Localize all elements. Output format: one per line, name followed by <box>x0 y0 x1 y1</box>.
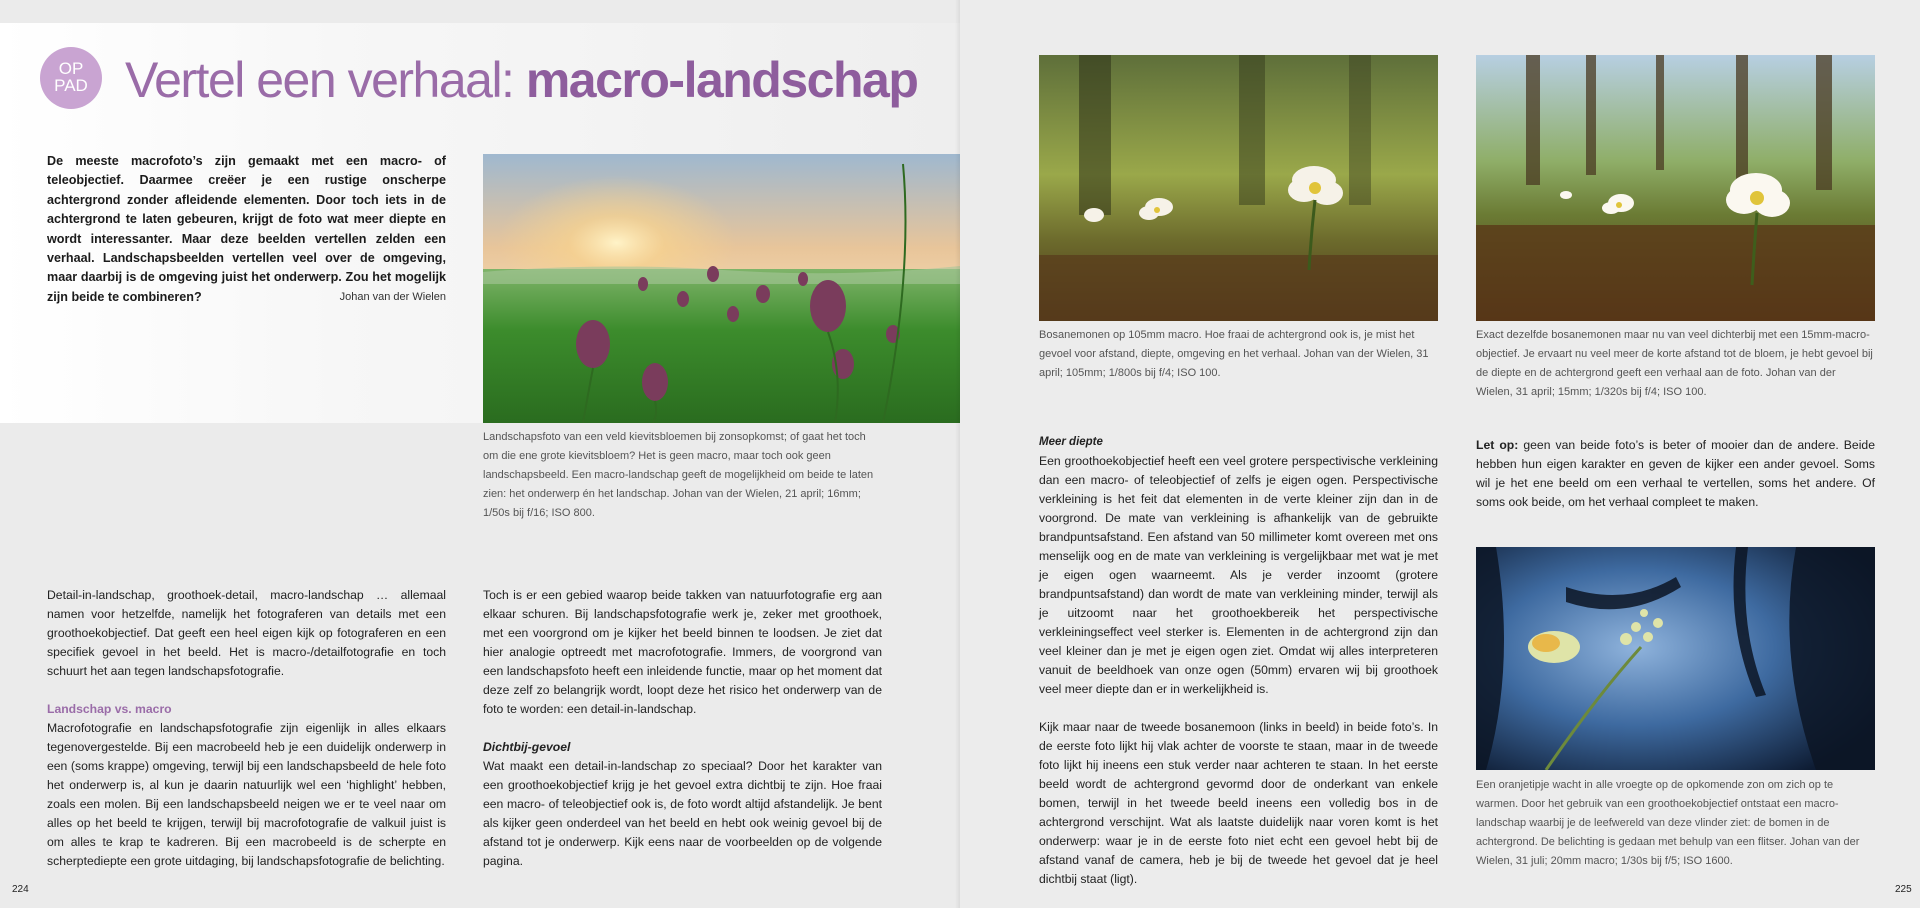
page-number-left: 224 <box>12 884 29 895</box>
right-col1-para-2: Kijk maar naar de tweede bosanemoon (links in beeld) in beide foto’s. In de eerste foto lijkt hij vlak achter de voorste te staan, maar in de tweede foto lijkt hij ineens een stuk verder naar achteren te staan. In het eerste beeld wordt de achtergrond gevormd door de onderkant van enkele bomen, terwijl in het tweede beeld ineens een volledig bos in de achtergrond verschijnt. Wat als laatste duidelijk naar voren komt is het onderwerp: waar je in de eerste foto niet echt een gevoel hebt bij de afstand vanaf de camera, heb je bij de tweede het gevoel dat je heel dichtbij staat (ligt). <box>1039 720 1438 886</box>
right-column-1 <box>1039 433 1438 889</box>
badge-line-2: PAD <box>54 76 88 95</box>
let-op-paragraph <box>1476 436 1875 512</box>
col1-para-2: Macrofotografie en landschapsfotografie zijn eigenlijk in alles elkaars tegenovergestelde. Bij een macrobeeld heb je een duidelijk onderwerp in een (soms krappe) omgeving, terwijl bij een landschapsbeeld de hele foto het onderwerp is, al kun je daarin natuurlijk wel een ‘highlight’ hebben, zoals een molen. Bij een landschapsbeeld neigen we er te veel naar om alles op het beeld te krijgen, terwijl bij macrofotografie de valkuil juist is om alles te krap te kadreren. Bij een macrobeeld is de scherpte en scherptediepte een grote uitdaging, bij landschapsfotografie de belichting. <box>47 721 446 868</box>
fritillary-field-photo <box>483 154 960 423</box>
let-op-label: Let op: <box>1476 438 1519 452</box>
right-column-2 <box>1476 436 1875 512</box>
col1-para-1: Detail-in-landschap, groothoek-detail, macro-landschap … allemaal namen voor hetzelfde, namelijk het fotograferen van details met een groothoekobjectief. Dat geeft een heel eigen kijk op fotograferen en een specifiek gevoel in het beeld. Het is macro-/detailfotografie en toch schuurt het aan tegen landschapsfotografie. <box>47 588 446 678</box>
fritillary-photo-caption: Landschapsfoto van een veld kievitsbloemen bij zonsopkomst; of gaat het toch om die ene grote kievitsbloem? Het is geen macro, maar toch ook geen landschapsbeeld. Een macro-landschap geeft de mogelijkheid om beide te laten zien: het onderwerp én het landschap. Johan van der Wielen, 21 april; 16mm; 1/50s bij f/16; ISO 800. <box>483 431 874 519</box>
page-number-right: 225 <box>1895 884 1912 895</box>
anemone-macro-photo <box>1039 55 1438 321</box>
badge-line-1: OP <box>58 59 84 78</box>
dichtbij-gevoel-heading: Dichtbij-gevoel <box>483 740 571 754</box>
right-page <box>960 0 1920 908</box>
lead-author: Johan van der Wielen <box>339 290 446 303</box>
title-bold: macro-landschap <box>525 52 918 108</box>
landschap-vs-macro-heading: Landschap vs. macro <box>47 702 172 716</box>
let-op-text: geen van beide foto’s is beter of mooier dan de andere. Beide hebben hun eigen karakter en geven de kijker een ander gevoel. Soms wil je het ene beeld om een verhaal te vertellen, soms het andere. Of soms ook beide, om het verhaal compleet te maken. <box>1476 438 1875 509</box>
col2-para-1: Toch is er een gebied waarop beide takken van natuurfotografie erg aan elkaar schuren. Bij landschapsfotografie werk je, zeker met groothoek, met een voorgrond om je kijker het beeld binnen te loodsen. Je ziet dat hier analogie optreedt met macrofotografie. Immers, de voorgrond van een landschapsfoto heeft een inleidende functie, maar op het moment dat deze zelf zo belangrijk wordt, loopt deze het risico het onderwerp van de foto te worden: een detail-in-landschap. <box>483 588 882 716</box>
left-column-2 <box>483 586 882 871</box>
lead-text: De meeste macrofoto’s zijn gemaakt met een macro- of teleobjectief. Daarmee creëer je een rustige onscherpe achtergrond zonder afleidende elementen. Door toch iets in de achtergrond te laten gebeuren, krijgt de foto wat meer diepte en wordt interessanter. Maar deze beelden vertellen zelden een verhaal. Landschapsbeelden vertellen veel over de omgeving, maar daarbij is de omgeving juist het onderwerp. Zou het mogelijk zijn beide te combineren? <box>47 154 446 304</box>
anemone-wide-caption: Exact dezelfde bosanemonen maar nu van veel dichterbij met een 15mm-macro-objectief. Je ervaart nu veel meer de korte afstand tot de bloem, je hebt gevoel bij de diepte en de achtergrond geeft een verhaal aan de foto. Johan van der Wielen, 31 april; 15mm; 1/320s bij f/4; ISO 100. <box>1476 329 1873 398</box>
right-col1-para-1: Een groothoekobjectief heeft een veel grotere perspectivische verkleining dan een macro- of teleobjectief of zelfs je eigen ogen. Perspectivische verkleining is het feit dat elementen in de verte kleiner zijn dan in de voorgrond. De mate van verkleining is afhankelijk van de gebruikte brandpuntsafstand. Een afstand van 50 millimeter komt overeen met ons menselijk oog en de mate van verkleining is vergelijkbaar met wat je met je eigen ogen waarneemt. Als je verder inzoomt (grotere brandpuntsafstand) dan wordt de mate van verkleining minder, terwijl als je uitzoomt naar het groothoekbereik het perspectivische verkleiningseffect veel sterker is. Elementen in de achtergrond zijn dan veel kleiner dan je met je eigen ogen ziet. Omdat wij alles interpreteren vanuit de beeldhoek van onze ogen (50mm) ervaren wij bij groothoek veel meer diepte dan er in werkelijkheid is. <box>1039 454 1438 696</box>
left-column-1 <box>47 586 446 871</box>
orange-tip-caption: Een oranjetipje wacht in alle vroegte op de opkomende zon om zich op te warmen. Door het gebruik van een groothoekobjectief ontstaat een macro-landschap waarbij je de leefwereld van deze vlinder ziet: de bomen in de achtergrond. De belichting is gedaan met behulp van een flitser. Johan van der Wielen, 31 juli; 20mm macro; 1/30s bij f/5; ISO 1600. <box>1476 779 1860 867</box>
meer-diepte-heading: Meer diepte <box>1039 436 1103 448</box>
title-regular: Vertel een verhaal: <box>125 52 526 108</box>
orange-tip-butterfly-photo <box>1476 547 1875 770</box>
op-pad-badge <box>40 47 102 109</box>
anemone-wide-photo <box>1476 55 1875 321</box>
col2-para-2: Wat maakt een detail-in-landschap zo speciaal? Door het karakter van een groothoekobjectief krijg je het gevoel extra dichtbij te zijn. Hoe fraai een macro- of teleobjectief ook is, de foto wordt altijd afstandelijk. Je bent als kijker geen onderdeel van het beeld en hebt ook weinig gevoel bij de afstand tot je onderwerp. Kijk eens naar de voorbeelden op de volgende pagina. <box>483 759 882 868</box>
page-title <box>125 50 917 110</box>
lead-paragraph <box>47 152 446 307</box>
anemone-macro-caption: Bosanemonen op 105mm macro. Hoe fraai de achtergrond ook is, je mist het gevoel voor afstand, diepte, omgeving en het verhaal. Johan van der Wielen, 31 april; 105mm; 1/800s bij f/4; ISO 100. <box>1039 329 1429 379</box>
